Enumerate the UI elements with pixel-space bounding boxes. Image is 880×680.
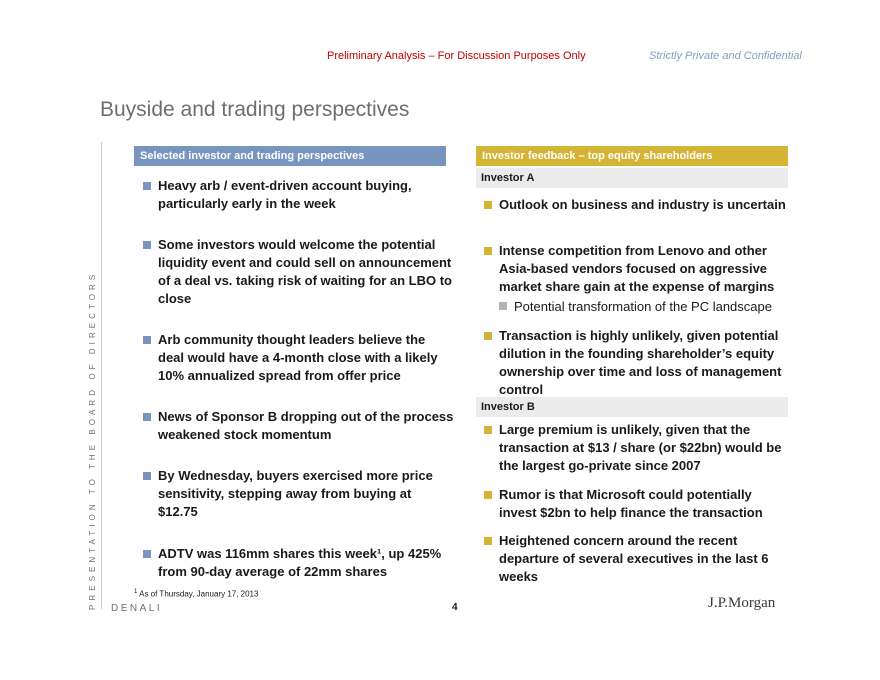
- bullet-text: Outlook on business and industry is uncertain: [499, 197, 786, 212]
- side-caption: PRESENTATION TO THE BOARD OF DIRECTORS: [88, 270, 97, 610]
- bullet-text: Heavy arb / event-driven account buying, particularly early in the week: [158, 178, 412, 211]
- investor-b-bullet: [499, 421, 791, 475]
- bullet-text: News of Sponsor B dropping out of the process weakened stock momentum: [158, 409, 454, 442]
- footnote-text: As of Thursday, January 17, 2013: [139, 589, 259, 599]
- bullet-square-icon: [484, 426, 492, 434]
- left-bullet: [158, 236, 454, 308]
- jpmorgan-logo: J.P.Morgan: [708, 595, 776, 611]
- right-section-heading: Investor feedback – top equity shareholders: [476, 146, 788, 166]
- investor-b-bullet: [499, 486, 791, 522]
- left-bullet: [158, 177, 454, 213]
- investor-a-label: Investor A: [476, 168, 788, 188]
- bullet-square-icon: [484, 247, 492, 255]
- bullet-square-icon: [484, 201, 492, 209]
- project-name: DENALI: [111, 603, 163, 614]
- page-title: Buyside and trading perspectives: [100, 98, 410, 121]
- bullet-square-icon: [484, 332, 492, 340]
- left-bullet: [158, 408, 454, 444]
- bullet-square-icon: [143, 241, 151, 249]
- left-section-heading: Selected investor and trading perspectives: [134, 146, 446, 166]
- left-bullet: [158, 331, 454, 385]
- bullet-text: Heightened concern around the recent departure of several executives in the last 6 weeks: [499, 533, 769, 584]
- bullet-text: Some investors would welcome the potential liquidity event and could sell on announcement of a deal vs. taking risk of waiting for an LBO to close: [158, 237, 452, 306]
- bullet-square-icon: [143, 550, 151, 558]
- left-bullet: [158, 545, 454, 581]
- confidential-header: Strictly Private and Confidential: [649, 50, 802, 62]
- bullet-square-icon: [484, 491, 492, 499]
- vertical-divider: [101, 142, 102, 609]
- bullet-text: Large premium is unlikely, given that the transaction at $13 / share (or $22bn) would be the largest go-private since 2007: [499, 422, 782, 473]
- investor-b-label: Investor B: [476, 397, 788, 417]
- sub-bullet-square-icon: [499, 302, 507, 310]
- bullet-text: Arb community thought leaders believe the deal would have a 4-month close with a likely 10% annualized spread from offer price: [158, 332, 438, 383]
- bullet-text: Rumor is that Microsoft could potentially invest $2bn to help finance the transaction: [499, 487, 763, 520]
- page-number: 4: [452, 602, 458, 613]
- bullet-text: ADTV was 116mm shares this week¹, up 425% from 90-day average of 22mm shares: [158, 546, 442, 579]
- left-bullet: [158, 467, 454, 521]
- sub-bullet-text: Potential transformation of the PC landscape: [514, 299, 772, 314]
- bullet-square-icon: [143, 336, 151, 344]
- investor-a-bullet: [499, 327, 791, 399]
- bullet-text: Transaction is highly unlikely, given potential dilution in the founding shareholder’s equity ownership over time and loss of management control: [499, 328, 782, 397]
- investor-a-sub-bullet: [514, 298, 790, 316]
- bullet-square-icon: [143, 472, 151, 480]
- bullet-square-icon: [143, 182, 151, 190]
- footnote: [134, 589, 258, 599]
- investor-a-bullet: [499, 196, 791, 214]
- investor-a-bullet: [499, 242, 791, 296]
- bullet-square-icon: [143, 413, 151, 421]
- bullet-square-icon: [484, 537, 492, 545]
- footnote-marker: 1: [134, 589, 138, 595]
- bullet-text: By Wednesday, buyers exercised more price sensitivity, stepping away from buying at $12.75: [158, 468, 433, 519]
- bullet-text: Intense competition from Lenovo and other Asia-based vendors focused on aggressive market share gain at the expense of margins: [499, 243, 775, 294]
- investor-b-bullet: [499, 532, 791, 586]
- preliminary-analysis-header: Preliminary Analysis – For Discussion Purposes Only: [327, 50, 586, 62]
